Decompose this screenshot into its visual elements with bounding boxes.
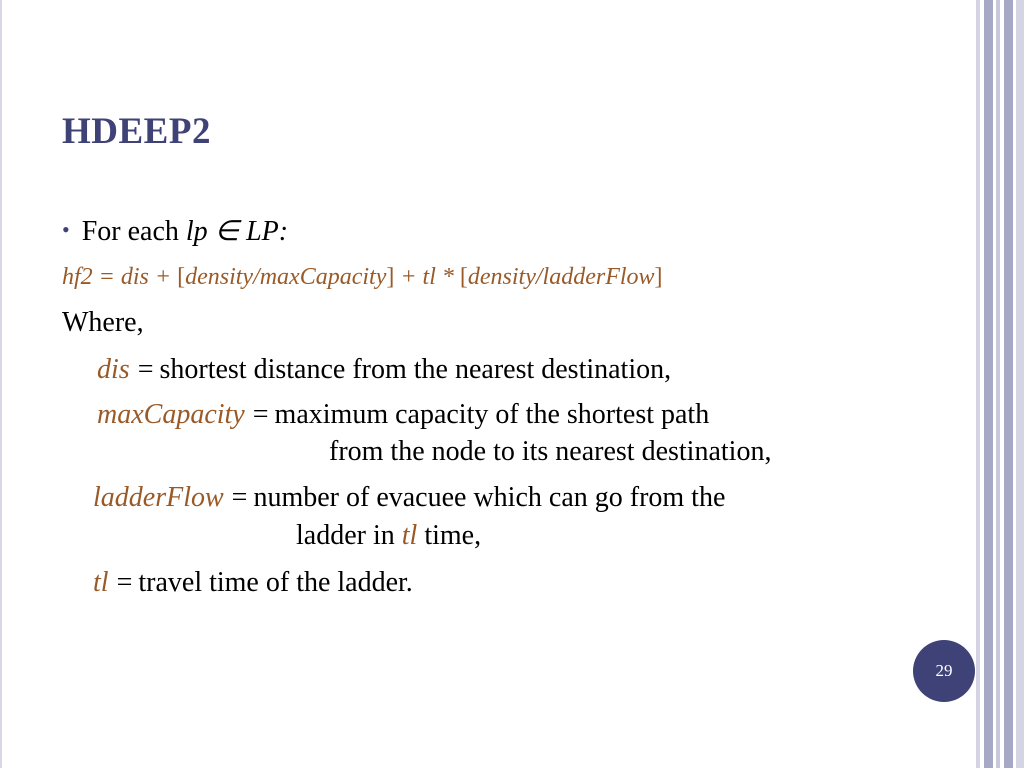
definition-text: maximum capacity of the shortest path — [274, 399, 710, 430]
definition-dis — [97, 354, 671, 386]
definition-equals: = — [137, 354, 154, 385]
symbol-element-of: ∈ — [207, 216, 247, 247]
definition-continuation: from the node to its nearest destination, — [329, 436, 772, 467]
definition-ladderflow — [93, 482, 725, 514]
bullet-icon: • — [62, 217, 70, 242]
definition-term: maxCapacity — [97, 399, 245, 430]
formula-bracket-close-2: ] — [654, 264, 663, 290]
definition-continuation — [296, 520, 481, 552]
bullet-text-prefix: For each — [81, 216, 186, 247]
definition-text: travel time of the ladder. — [138, 567, 413, 598]
definition-equals: = — [231, 482, 248, 513]
continuation-suffix: time, — [417, 520, 482, 551]
formula-bracket-open-2: [ — [459, 264, 468, 290]
where-label: Where, — [62, 307, 144, 338]
formula-bracket-close-1: ] — [386, 264, 395, 290]
left-border — [0, 0, 2, 768]
continuation-prefix: ladder in — [296, 520, 402, 551]
definition-text: shortest distance from the nearest destination, — [159, 354, 672, 385]
bullet-item — [62, 214, 288, 248]
formula-bracket-open-1: [ — [177, 264, 186, 290]
definition-equals: = — [252, 399, 269, 430]
continuation-var: tl — [401, 520, 418, 551]
definition-text: number of evacuee which can go from the — [253, 482, 726, 513]
definition-tl — [93, 567, 413, 599]
page-number: 29 — [935, 661, 953, 680]
var-lp: lp — [185, 216, 208, 247]
definition-term: dis — [97, 354, 130, 385]
page-number-badge — [913, 640, 975, 702]
formula-term1: density/maxCapacity — [185, 264, 387, 290]
formula-lhs: hf2 = dis + — [62, 264, 178, 290]
slide-title: HDEEP2 — [62, 111, 211, 152]
decorative-stripes — [976, 0, 1024, 768]
definition-term: tl — [93, 567, 109, 598]
definition-maxcapacity — [97, 399, 709, 431]
formula-mid: + tl * — [394, 264, 460, 290]
definition-equals: = — [116, 567, 133, 598]
var-LP: LP: — [246, 216, 289, 247]
formula-term2: density/ladderFlow — [467, 264, 655, 290]
definition-term: ladderFlow — [93, 482, 224, 513]
formula — [62, 264, 663, 291]
